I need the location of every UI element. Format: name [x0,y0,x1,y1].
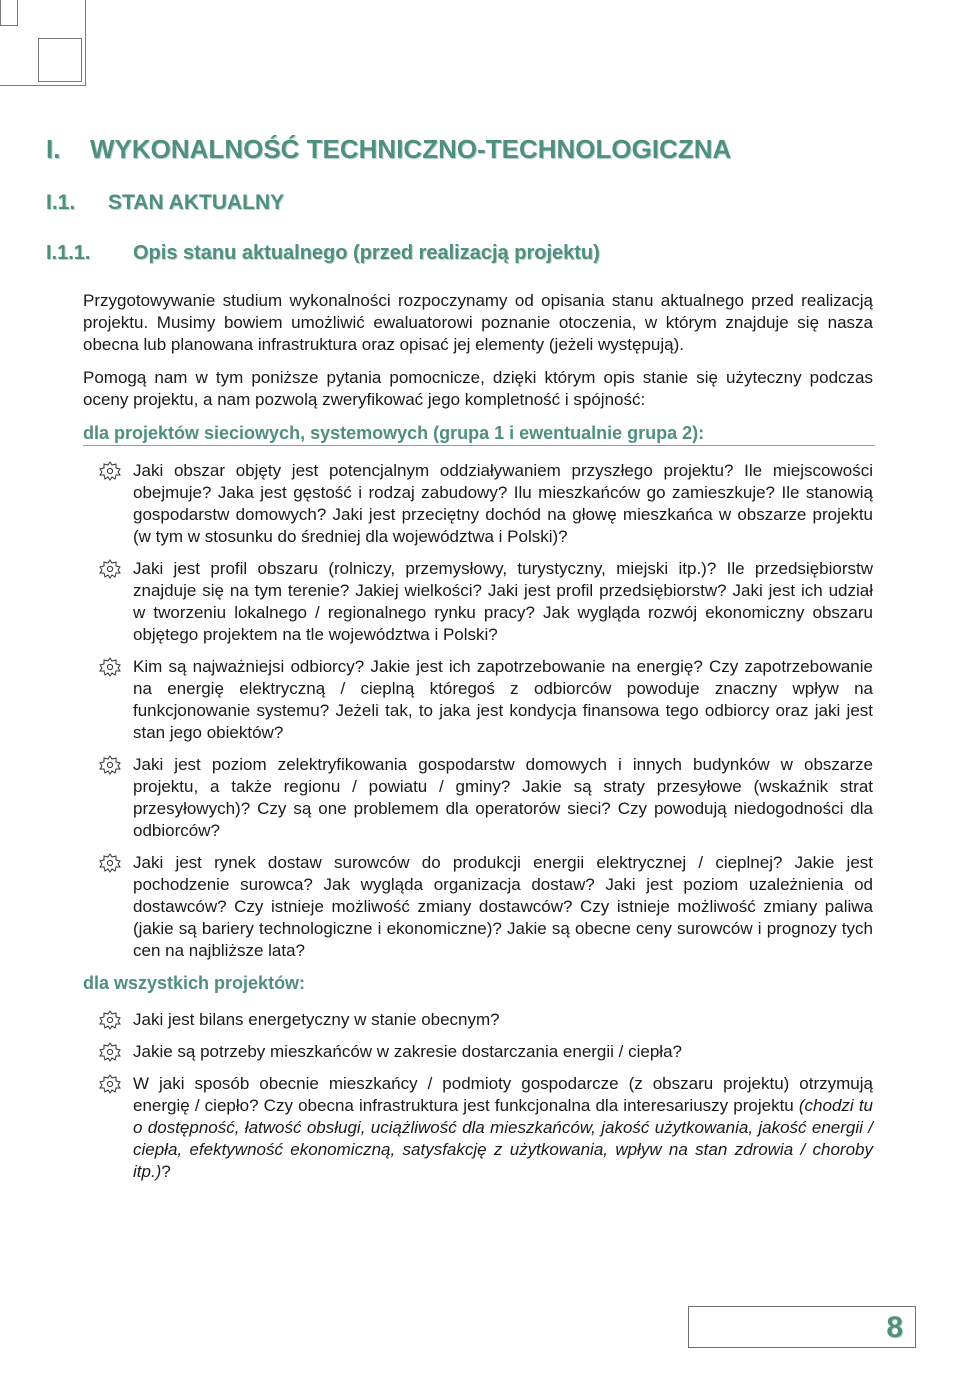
intro-paragraph: Przygotowywanie studium wykonalności rozpoczynamy od opisania stanu aktualnego przed realizacją projektu. Musimy bowiem umożliwić ewaluatorowi poznanie otoczenia, w którym znajduje się nasza obecna lub planowana infrastruktura oraz opisać jej elementy (jeżeli występują). [83,291,873,354]
list-item-text: Jaki obszar objęty jest potencjalnym oddziaływaniem przyszłego projektu? Ile miejscowości obejmuje? Jaka jest gęstość i rodzaj zabudowy? Ilu mieszkańców go zamieszkuje? Ile stanowią gospodarstw domowych? Jaki jest przeciętny dochód na głowę mieszkańca w obszarze projektu (w tym w stosunku do średniej dla województwa i Polski)? [133,461,873,546]
gear-bullet-icon [83,1041,133,1063]
heading-1-text: WYKONALNOŚĆ TECHNICZNO-TECHNOLOGICZNA [90,134,732,164]
list-item-text-end: ? [161,1162,171,1181]
list-item-text: Jaki jest poziom zelektryfikowania gospodarstw domowych i innych budynków w obszarze projektu, a także regionu / powiatu / gminy? Jakie są straty przesyłowe (wskaźnik strat przesyłowych)? Czy są one problemem dla operatorów sieci? Czy powodują niedogodności dla odbiorców? [133,755,873,840]
list-item-text: Jaki jest rynek dostaw surowców do produkcji energii elektrycznej / cieplnej? Jakie jest pochodzenie surowca? Jak wygląda organizacja dostaw? Jaki jest poziom uzależnienia od dostawców? Czy istnieje możliwość zmiany dostawców? Czy istnieje możliwość zmiany paliwa (jakie są bariery technologiczne i ekonomiczne)? Jakie są obecne ceny surowców i prognozy tych cen na najbliższe lata? [133,853,873,960]
list-item-text: Jaki jest bilans energetyczny w stanie obecnym? [133,1010,500,1029]
gear-bullet-icon [83,1073,133,1095]
list-item [83,852,873,962]
heading-2-number: I.1. [46,191,76,214]
list-item [83,460,873,548]
heading-2-text: STAN AKTUALNY [108,191,285,214]
section-all-projects-title: dla wszystkich projektów: [83,973,306,993]
list-item [83,656,873,744]
list-item [83,1073,873,1183]
corner-frame-top-strip [0,0,18,26]
list-item [83,754,873,842]
all-projects-question-list [83,1009,873,1183]
document-body [83,290,873,1193]
list-item-text: Jaki jest profil obszaru (rolniczy, przemysłowy, turystyczny, miejski itp.)? Ile przedsiębiorstw znajduje się na tym terenie? Jakiej wielkości? Jaki jest profil przedsiębiorstw? Jaki jest ich udział w tworzeniu lokalnego / regionalnego rynku pracy? Jak wygląda rozwój ekonomiczny obszaru objętego projektem na tle województwa i Polski? [133,559,873,644]
gear-bullet-icon [83,460,133,482]
heading-level-3 [46,242,600,265]
heading-level-2 [46,191,284,215]
list-item [83,558,873,646]
network-projects-question-list [83,460,873,962]
heading-1-number: I. [46,134,61,164]
helper-questions-paragraph: Pomogą nam w tym poniższe pytania pomocnicze, dzięki którym opis stanie się użyteczny podczas oceny projektu, a nam pozwolą zweryfikować jego kompletność i spójność: [83,368,873,409]
list-item-text: Jakie są potrzeby mieszkańców w zakresie dostarczania energii / ciepła? [133,1042,682,1061]
page-number-box [688,1306,916,1348]
gear-bullet-icon [83,1009,133,1031]
gear-bullet-icon [83,852,133,874]
heading-3-number: I.1.1. [46,242,91,264]
list-item [83,1009,873,1031]
list-item [83,1041,873,1063]
list-item-text-italic: (chodzi tu o dostępność, łatwość obsługi, uciążliwość dla mieszkańców, jakość użytkowania, jakość energii / ciepła, efektywność ekonomiczną, satysfakcję z użytkowania, wpływ na stan zdrowia / choroby itp.) [133,1096,873,1181]
heading-3-text: Opis stanu aktualnego (przed realizacją projektu) [133,242,600,264]
gear-bullet-icon [83,558,133,580]
list-item-text-regular: W jaki sposób obecnie mieszkańcy / podmioty gospodarcze (z obszaru projektu) otrzymują energię / ciepło? Czy obecna infrastruktura jest funkcjonalna dla interesariuszy projektu [133,1074,873,1115]
page-number: 8 [886,1311,903,1344]
heading-level-1 [46,134,731,165]
list-item-text: Kim są najważniejsi odbiorcy? Jakie jest ich zapotrzebowanie na energię? Czy zapotrzebowanie na energię elektryczną / cieplną któregoś z odbiorców powoduje znaczny wpływ na funkcjonowanie systemu? Jeżeli tak, to jaka jest kondycja finansowa tego odbiorcy oraz jaki jest stan jego obiektów? [133,657,873,742]
corner-frame-inner [38,38,82,82]
list-item-text [133,1073,873,1183]
gear-bullet-icon [83,754,133,776]
section-network-projects-title: dla projektów sieciowych, systemowych (grupa 1 i ewentualnie grupa 2): [83,422,875,446]
gear-bullet-icon [83,656,133,678]
